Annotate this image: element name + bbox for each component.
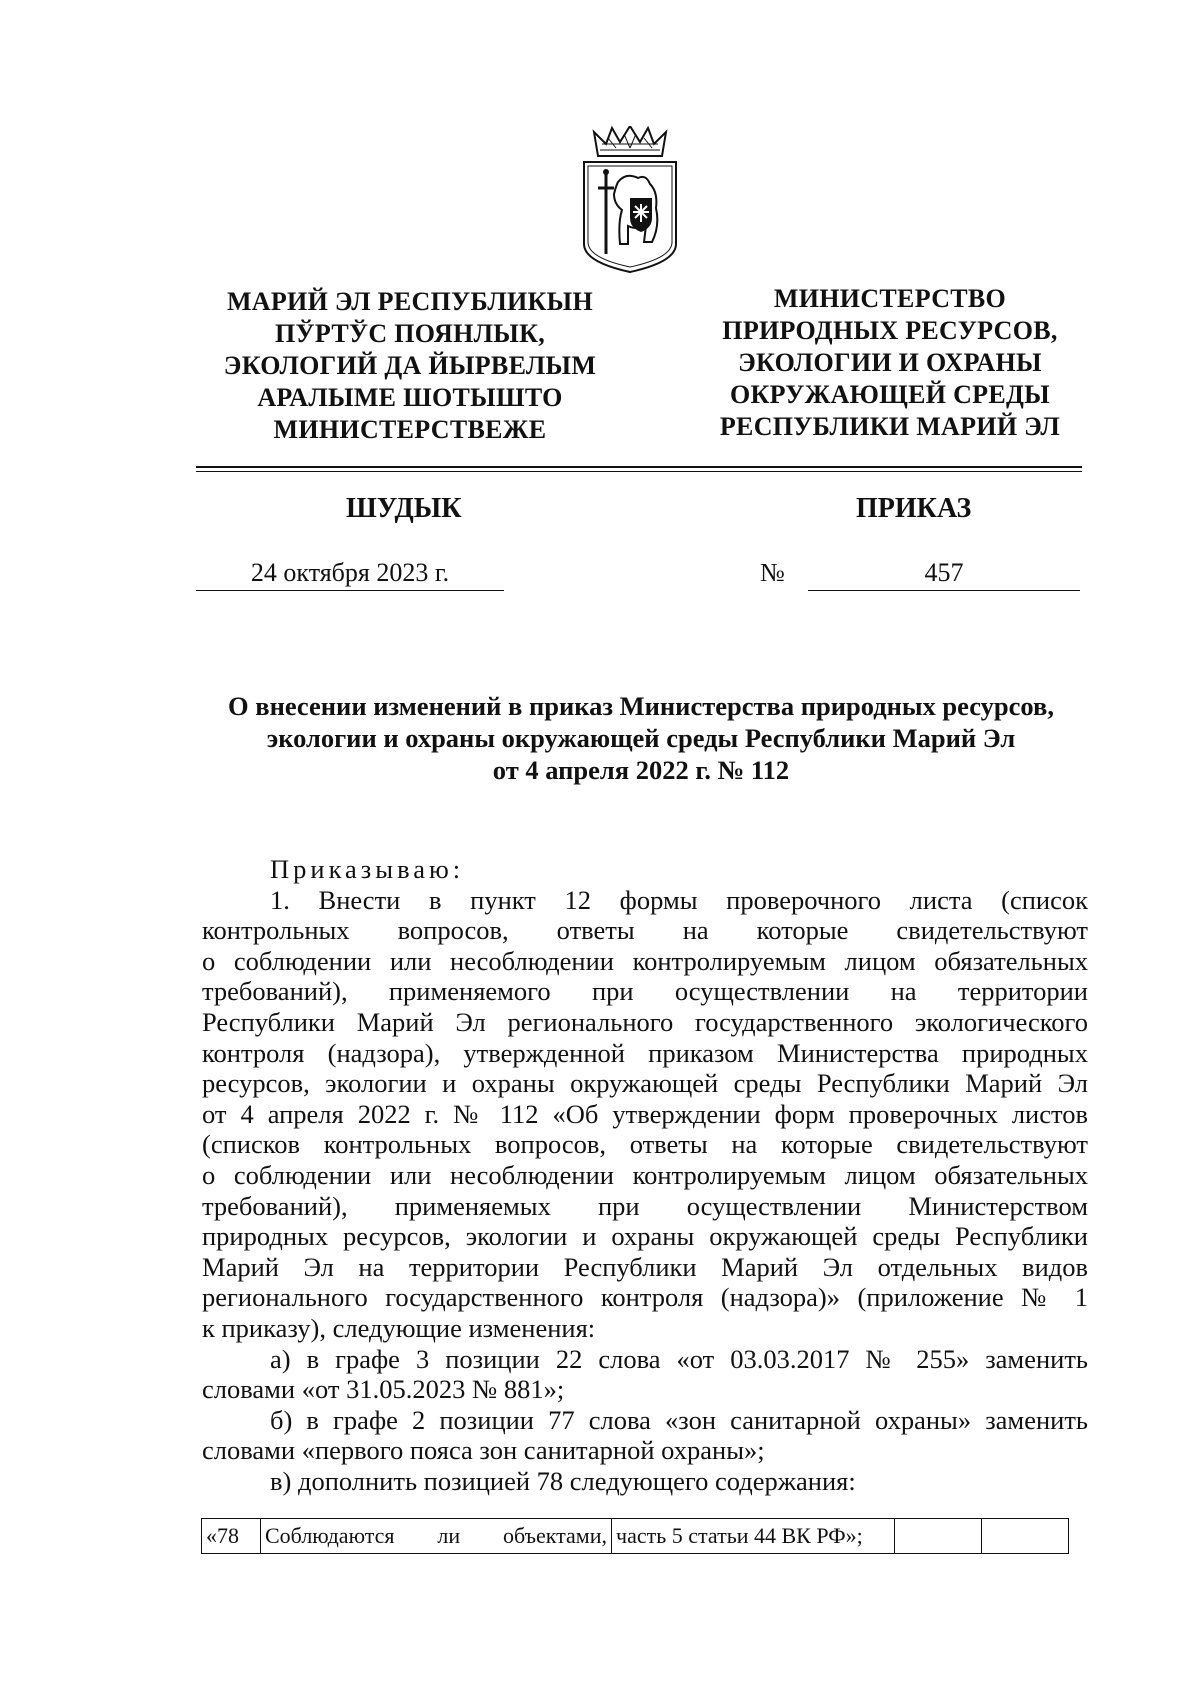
body-line: контрольных вопросов, ответы на которые свидетельствуют <box>202 915 1088 946</box>
header-divider-thin <box>196 471 1082 472</box>
body-line: о соблюдении или несоблюдении контролируемым лицом обязательных <box>202 945 1088 976</box>
body-line: б) в графе 2 позиции 77 слова «зон санитарной охраны» заменить <box>270 1404 1088 1435</box>
order-number: 457 <box>808 558 1080 591</box>
body-line: а) в графе 3 позиции 22 слова «от 03.03.2017 № 255» заменить <box>270 1343 1088 1374</box>
header-line: ПРИРОДНЫХ РЕСУРСОВ, <box>722 316 1058 345</box>
body-line: Республики Марий Эл регионального государственного экологического <box>202 1006 1088 1037</box>
header-line: РЕСПУБЛИКИ МАРИЙ ЭЛ <box>719 412 1061 441</box>
order-body <box>202 854 1088 1496</box>
title-line: от 4 апреля 2022 г. № 112 <box>492 755 790 785</box>
order-date: 24 октября 2023 г. <box>196 558 504 591</box>
body-line: словами «от 31.05.2023 № 881»; <box>202 1374 565 1405</box>
cell-empty <box>982 1519 1069 1554</box>
cell-empty <box>895 1519 982 1554</box>
header-line: ЭКОЛОГИИ И ОХРАНЫ <box>738 348 1042 377</box>
body-line: в) дополнить позицией 78 следующего содержания: <box>270 1465 856 1496</box>
header-line: ПЎРТЎС ПОЯНЛЫК, <box>274 319 546 348</box>
header-mari <box>200 286 620 446</box>
body-line: регионального государственного контроля (надзора)» (приложение № 1 <box>202 1282 1088 1313</box>
body-line: Марий Эл на территории Республики Марий Эл отдельных видов <box>202 1251 1088 1282</box>
header-line: МАРИЙ ЭЛ РЕСПУБЛИКЫН <box>226 287 594 316</box>
body-line: к приказу), следующие изменения: <box>202 1312 596 1343</box>
header-russian <box>690 283 1090 443</box>
body-line: 1. Внести в пункт 12 формы проверочного листа (список <box>270 884 1088 915</box>
cell-question: Соблюдаются ли объектами, <box>261 1519 612 1554</box>
body-line: от 4 апреля 2022 г. № 112 «Об утверждении форм проверочных листов <box>202 1098 1088 1129</box>
doc-kind-russian: ПРИКАЗ <box>856 493 972 524</box>
header-line: МИНИСТЕРСТВО <box>773 284 1007 313</box>
body-line: (списков контрольных вопросов, ответы на которые свидетельствуют <box>202 1129 1088 1160</box>
body-line: требований), применяемого при осуществлении на территории <box>202 976 1088 1007</box>
table-row <box>202 1519 1069 1554</box>
body-line: природных ресурсов, экологии и охраны окружающей среды Республики <box>202 1221 1088 1252</box>
header-line: АРАЛЫМЕ ШОТЫШТО <box>257 383 563 412</box>
body-line: контроля (надзора), утвержденной приказом Министерства природных <box>202 1037 1088 1068</box>
body-line: словами «первого пояса зон санитарной охраны»; <box>202 1435 765 1466</box>
coat-of-arms-emblem <box>580 126 680 274</box>
order-word: Приказываю: <box>270 854 465 884</box>
body-line: о соблюдении или несоблюдении контролируемым лицом обязательных <box>202 1159 1088 1190</box>
title-line: О внесении изменений в приказ Министерства природных ресурсов, <box>228 691 1054 721</box>
title-line: экологии и охраны окружающей среды Республики Марий Эл <box>266 723 1016 753</box>
doc-kind-mari: ШУДЫК <box>346 493 462 524</box>
number-sign: № <box>760 558 785 587</box>
body-line: ресурсов, экологии и охраны окружающей среды Республики Марий Эл <box>202 1068 1088 1099</box>
header-line: ЭКОЛОГИЙ ДА ЙЫРВЕЛЫМ <box>223 351 597 380</box>
header-line: ОКРУЖАЮЩЕЙ СРЕДЫ <box>730 380 1050 409</box>
position-78-table <box>201 1518 1069 1554</box>
body-line: требований), применяемых при осуществлении Министерством <box>202 1190 1088 1221</box>
cell-reference: часть 5 статьи 44 ВК РФ»; <box>612 1519 895 1554</box>
order-title <box>196 690 1086 786</box>
header-divider-thick <box>196 466 1082 468</box>
header-line: МИНИСТЕРСТВЕЖЕ <box>273 415 547 444</box>
cell-number: «78 <box>202 1519 261 1554</box>
